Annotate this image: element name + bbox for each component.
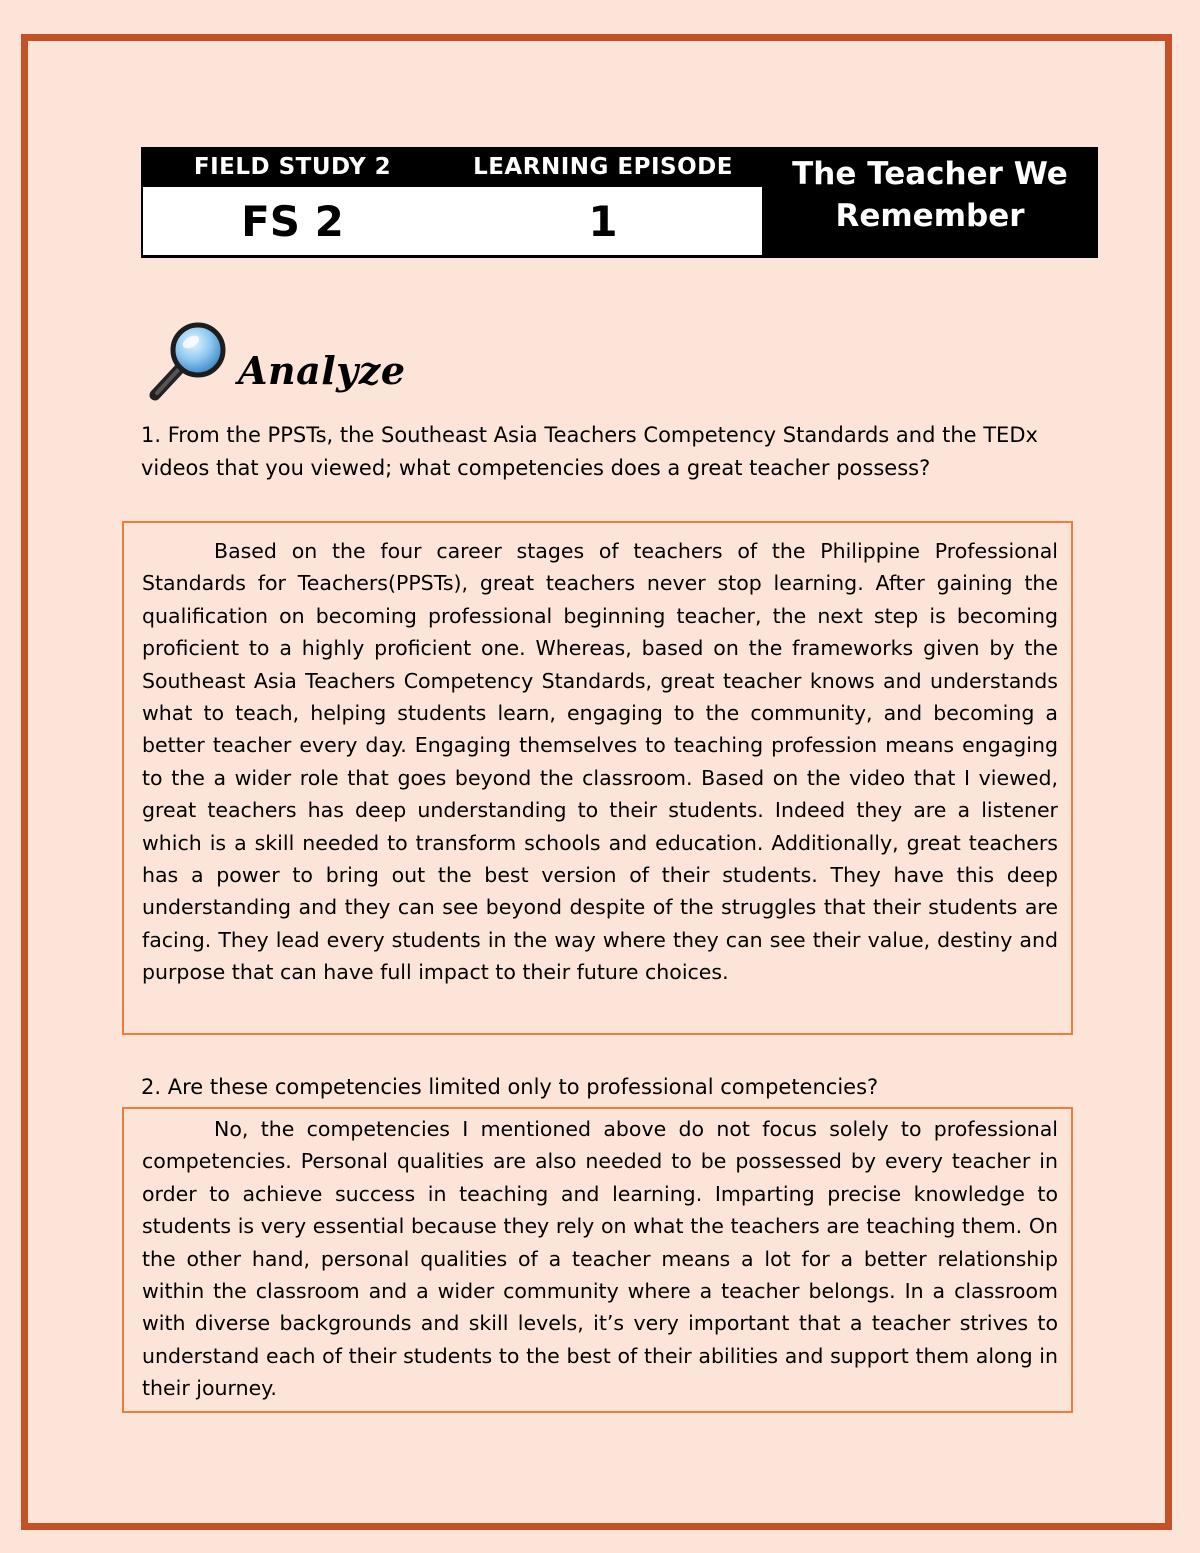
question-2-prompt: 2. Are these competencies limited only to professional competencies? [141, 1075, 879, 1099]
answer-2-text: No, the competencies I mentioned above do not focus solely to professional competencies. Personal qualities are also needed to be possessed by every teacher in order to achieve success in teaching and learning. Imparting precise knowledge to students is very essential because they rely on what the teachers are teaching them. On the other hand, personal qualities of a teacher means a lot for a better relationship within the classroom and a wider community where a teacher belongs. In a classroom with diverse backgrounds and skill levels, it’s very important that a teacher strives to understand each of their students to the best of their abilities and support them along in their journey. [142, 1117, 1058, 1401]
section-title: Analyze [238, 348, 406, 393]
field-study-value: FS 2 [141, 187, 444, 255]
answer-1-box [122, 521, 1073, 1035]
learning-episode-label: LEARNING EPISODE [444, 147, 762, 187]
episode-header [141, 147, 1098, 258]
header-rule-left [141, 187, 143, 257]
answer-1-text: Based on the four career stages of teachers of the Philippine Professional Standards for Teachers(PPSTs), great teachers never stop learning. After gaining the qualification on becoming professional beginning teacher, the next step is becoming proficient to a highly proficient one. Whereas, based on the frameworks given by the Southeast Asia Teachers Competency Standards, great teacher knows and understands what to teach, helping students learn, engaging to the community, and becoming a better teacher every day. Engaging themselves to teaching profession means engaging to the a wider role that goes beyond the classroom. Based on the video that I viewed, great teachers has deep understanding to their students. Indeed they are a listener which is a skill needed to transform schools and education. Additionally, great teachers has a power to bring out the best version of their students. They have this deep understanding and they can see beyond despite of the struggles that their students are facing. They lead every students in the way where they can see their value, destiny and purpose that can have full impact to their future choices. [142, 539, 1058, 985]
question-1-prompt: 1. From the PPSTs, the Southeast Asia Teachers Competency Standards and the TEDx videos that you viewed; what competencies does a great teacher possess? [141, 423, 1038, 480]
header-rule [141, 255, 762, 258]
magnifying-glass-icon [148, 320, 232, 404]
answer-2-box [122, 1107, 1073, 1413]
episode-title: The Teacher We Remember [762, 147, 1098, 258]
learning-episode-value: 1 [444, 187, 762, 255]
analyze-heading [148, 320, 468, 404]
field-study-label: FIELD STUDY 2 [141, 147, 444, 187]
